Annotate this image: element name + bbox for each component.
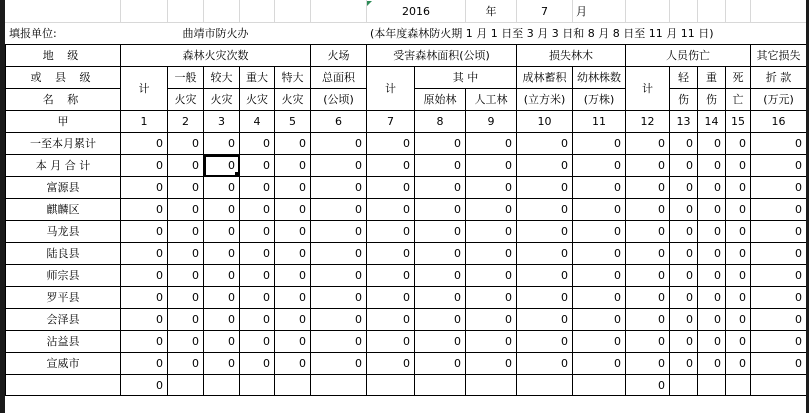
value-cell[interactable]: 0 (367, 177, 415, 199)
value-cell[interactable]: 0 (311, 353, 367, 375)
value-cell[interactable]: 0 (670, 353, 698, 375)
column-number: 1 (121, 111, 168, 133)
value-cell[interactable]: 0 (670, 133, 698, 155)
value-cell[interactable]: 0 (168, 155, 204, 177)
value-cell[interactable]: 0 (517, 287, 573, 309)
value-cell[interactable]: 0 (415, 331, 466, 353)
cell[interactable] (204, 1, 240, 23)
value-cell[interactable]: 0 (415, 177, 466, 199)
region-name[interactable]: 罗平县 (6, 287, 121, 309)
region-name[interactable]: 陆良县 (6, 243, 121, 265)
other-loss-header-line-1: 其它损失 (751, 45, 807, 67)
value-cell[interactable]: 0 (698, 309, 726, 331)
value-cell[interactable]: 0 (367, 331, 415, 353)
value-cell[interactable]: 0 (275, 221, 311, 243)
column-number: 3 (204, 111, 240, 133)
extra-fire-header-1: 特大 (275, 67, 311, 89)
minor-injury-header-1: 轻 (670, 67, 698, 89)
value-cell[interactable]: 0 (168, 133, 204, 155)
cell[interactable] (275, 375, 311, 396)
column-number: 12 (626, 111, 670, 133)
value-cell[interactable]: 0 (168, 221, 204, 243)
value-cell[interactable]: 0 (367, 309, 415, 331)
value-cell[interactable]: 0 (240, 155, 275, 177)
value-cell[interactable]: 0 (573, 309, 626, 331)
value-cell[interactable]: 0 (415, 309, 466, 331)
value-cell[interactable]: 0 (670, 265, 698, 287)
value-cell[interactable]: 0 (670, 155, 698, 177)
region-name[interactable]: 沾益县 (6, 331, 121, 353)
column-number: 16 (751, 111, 807, 133)
cell[interactable] (751, 1, 807, 23)
value-cell[interactable]: 0 (367, 155, 415, 177)
general-fire-header-2: 火灾 (168, 89, 204, 111)
value-cell[interactable]: 0 (517, 221, 573, 243)
value-cell[interactable]: 0 (311, 331, 367, 353)
column-number: 8 (415, 111, 466, 133)
forest-fire-report-table (5, 0, 807, 396)
column-number: 14 (698, 111, 726, 133)
footer-value-col12[interactable]: 0 (626, 375, 670, 396)
unit-row (6, 23, 807, 45)
general-fire-header-1: 一般 (168, 67, 204, 89)
fire-area-header-line-3: (公顷) (311, 89, 367, 111)
value-cell[interactable]: 0 (168, 287, 204, 309)
value-cell[interactable]: 0 (121, 243, 168, 265)
value-cell[interactable]: 0 (726, 177, 751, 199)
value-cell[interactable]: 0 (121, 353, 168, 375)
casualty-total-header: 计 (626, 67, 670, 111)
value-cell[interactable]: 0 (517, 353, 573, 375)
value-cell[interactable]: 0 (698, 265, 726, 287)
value-cell[interactable]: 0 (121, 133, 168, 155)
value-cell[interactable]: 0 (751, 265, 807, 287)
cell[interactable] (6, 1, 121, 23)
region-name[interactable]: 马龙县 (6, 221, 121, 243)
cell[interactable] (311, 375, 367, 396)
value-cell[interactable]: 0 (415, 155, 466, 177)
value-cell[interactable]: 0 (415, 287, 466, 309)
lost-trees-group-header: 损失林木 (517, 45, 626, 67)
saplings-header-1: 幼林株数 (573, 67, 626, 89)
value-cell[interactable]: 0 (573, 155, 626, 177)
value-cell[interactable]: 0 (698, 287, 726, 309)
fire-total-header: 计 (121, 67, 168, 111)
value-cell[interactable]: 0 (415, 199, 466, 221)
cell[interactable] (751, 375, 807, 396)
value-cell[interactable]: 0 (275, 287, 311, 309)
value-cell[interactable]: 0 (367, 243, 415, 265)
value-cell[interactable]: 0 (670, 331, 698, 353)
value-cell[interactable]: 0 (204, 221, 240, 243)
month-label: 月 (573, 1, 626, 23)
value-cell[interactable]: 0 (168, 331, 204, 353)
major-fire-header-2: 火灾 (240, 89, 275, 111)
value-cell[interactable]: 0 (311, 265, 367, 287)
cell[interactable] (698, 375, 726, 396)
larger-fire-header-2: 火灾 (204, 89, 240, 111)
value-cell[interactable]: 0 (726, 243, 751, 265)
value-cell[interactable]: 0 (698, 177, 726, 199)
value-cell[interactable]: 0 (204, 177, 240, 199)
value-cell[interactable]: 0 (626, 265, 670, 287)
value-cell[interactable]: 0 (121, 265, 168, 287)
value-cell[interactable]: 0 (367, 221, 415, 243)
value-cell[interactable]: 0 (415, 353, 466, 375)
death-header-2: 亡 (726, 89, 751, 111)
value-cell[interactable]: 0 (240, 221, 275, 243)
value-cell[interactable]: 0 (517, 243, 573, 265)
column-number: 13 (670, 111, 698, 133)
value-cell[interactable]: 0 (121, 331, 168, 353)
value-cell[interactable]: 0 (698, 133, 726, 155)
table-row (6, 221, 807, 243)
value-cell[interactable]: 0 (726, 331, 751, 353)
value-cell[interactable]: 0 (626, 331, 670, 353)
cell[interactable] (466, 375, 517, 396)
value-cell[interactable]: 0 (573, 199, 626, 221)
cell[interactable] (726, 375, 751, 396)
value-cell[interactable]: 0 (466, 287, 517, 309)
value-cell[interactable]: 0 (466, 177, 517, 199)
table-row (6, 177, 807, 199)
value-cell[interactable]: 0 (466, 265, 517, 287)
value-cell[interactable]: 0 (240, 353, 275, 375)
value-cell[interactable]: 0 (204, 353, 240, 375)
value-cell[interactable]: 0 (121, 155, 168, 177)
cell[interactable] (168, 1, 204, 23)
header-row-2 (6, 67, 807, 89)
value-cell[interactable]: 0 (698, 221, 726, 243)
value-cell[interactable]: 0 (240, 177, 275, 199)
value-cell[interactable]: 0 (626, 287, 670, 309)
cell[interactable] (698, 1, 726, 23)
larger-fire-header-1: 较大 (204, 67, 240, 89)
planted-forest-header: 人工林 (466, 89, 517, 111)
value-cell[interactable]: 0 (121, 199, 168, 221)
table-row (6, 199, 807, 221)
value-cell[interactable]: 0 (751, 221, 807, 243)
fire-area-header-line-2: 总面积 (311, 67, 367, 89)
value-cell[interactable]: 0 (367, 199, 415, 221)
value-cell[interactable]: 0 (751, 199, 807, 221)
value-cell[interactable]: 0 (698, 353, 726, 375)
table-row (6, 353, 807, 375)
value-cell[interactable]: 0 (573, 331, 626, 353)
value-cell[interactable]: 0 (517, 309, 573, 331)
value-cell[interactable]: 0 (311, 309, 367, 331)
value-cell[interactable]: 0 (415, 221, 466, 243)
cell[interactable] (726, 1, 751, 23)
value-cell[interactable]: 0 (311, 287, 367, 309)
title-row (6, 1, 807, 23)
column-number-row (6, 111, 807, 133)
value-cell[interactable]: 0 (275, 155, 311, 177)
value-cell[interactable]: 0 (311, 133, 367, 155)
value-cell[interactable]: 0 (670, 243, 698, 265)
column-number: 10 (517, 111, 573, 133)
saplings-header-2: (万株) (573, 89, 626, 111)
cell[interactable] (121, 1, 168, 23)
region-header-line-2: 或 县 级 (6, 67, 121, 89)
cell[interactable] (204, 375, 240, 396)
value-cell[interactable]: 0 (751, 133, 807, 155)
value-cell[interactable]: 0 (626, 199, 670, 221)
region-name[interactable]: 师宗县 (6, 265, 121, 287)
header-row-1 (6, 45, 807, 67)
value-cell[interactable]: 0 (466, 331, 517, 353)
region-name[interactable]: 麒麟区 (6, 199, 121, 221)
column-number: 11 (573, 111, 626, 133)
fire-count-group-header: 森林火灾次数 (121, 45, 311, 67)
table-row (6, 287, 807, 309)
value-cell[interactable]: 0 (751, 309, 807, 331)
footer-row (6, 375, 807, 396)
value-cell[interactable]: 0 (726, 309, 751, 331)
value-cell[interactable]: 0 (275, 353, 311, 375)
value-cell[interactable]: 0 (275, 133, 311, 155)
value-cell[interactable]: 0 (698, 199, 726, 221)
value-cell[interactable]: 0 (311, 243, 367, 265)
footer-value-col1[interactable]: 0 (121, 375, 168, 396)
table-row (6, 133, 807, 155)
cell[interactable] (367, 375, 415, 396)
value-cell[interactable]: 0 (626, 133, 670, 155)
value-cell[interactable]: 0 (466, 353, 517, 375)
value-cell[interactable]: 0 (121, 287, 168, 309)
month-cell[interactable]: 7 (517, 1, 573, 23)
value-cell[interactable]: 0 (573, 133, 626, 155)
value-cell[interactable]: 0 (466, 199, 517, 221)
value-cell[interactable]: 0 (626, 353, 670, 375)
primary-forest-header: 原始林 (415, 89, 466, 111)
value-cell[interactable]: 0 (751, 243, 807, 265)
value-cell[interactable]: 0 (698, 155, 726, 177)
cell[interactable] (240, 375, 275, 396)
value-cell[interactable]: 0 (311, 155, 367, 177)
region-header-code: 甲 (6, 111, 121, 133)
value-cell[interactable]: 0 (517, 177, 573, 199)
value-cell[interactable]: 0 (517, 265, 573, 287)
value-cell[interactable]: 0 (367, 287, 415, 309)
value-cell[interactable]: 0 (726, 199, 751, 221)
value-cell[interactable]: 0 (726, 155, 751, 177)
column-number: 7 (367, 111, 415, 133)
damaged-area-group-header: 受害森林面积(公顷) (367, 45, 517, 67)
value-cell[interactable]: 0 (698, 331, 726, 353)
unit-label: 填报单位: (6, 23, 121, 45)
damaged-total-header: 计 (367, 67, 415, 111)
extra-fire-header-2: 火灾 (275, 89, 311, 111)
value-cell[interactable]: 0 (415, 265, 466, 287)
value-cell[interactable]: 0 (240, 265, 275, 287)
value-cell[interactable]: 0 (517, 331, 573, 353)
major-fire-header-1: 重大 (240, 67, 275, 89)
value-cell[interactable]: 0 (240, 243, 275, 265)
value-cell[interactable]: 0 (415, 133, 466, 155)
value-cell[interactable]: 0 (204, 309, 240, 331)
value-cell[interactable]: 0 (573, 177, 626, 199)
value-cell[interactable]: 0 (168, 265, 204, 287)
value-cell[interactable]: 0 (726, 287, 751, 309)
value-cell[interactable]: 0 (466, 243, 517, 265)
value-cell[interactable]: 0 (240, 199, 275, 221)
table-row (6, 331, 807, 353)
value-cell[interactable]: 0 (311, 199, 367, 221)
serious-injury-header-2: 伤 (698, 89, 726, 111)
year-label: 年 (466, 1, 517, 23)
cell[interactable] (670, 1, 698, 23)
value-cell[interactable]: 0 (275, 177, 311, 199)
value-cell[interactable]: 0 (670, 309, 698, 331)
value-cell[interactable]: 0 (275, 309, 311, 331)
table-row (6, 309, 807, 331)
value-cell[interactable]: 0 (204, 199, 240, 221)
region-header-line-3: 名 称 (6, 89, 121, 111)
table-row (6, 243, 807, 265)
value-cell[interactable]: 0 (751, 155, 807, 177)
value-cell[interactable]: 0 (204, 287, 240, 309)
fire-area-header-line-1: 火场 (311, 45, 367, 67)
value-cell[interactable]: 0 (626, 309, 670, 331)
cell[interactable] (311, 23, 367, 45)
value-cell[interactable]: 0 (240, 331, 275, 353)
column-number: 6 (311, 111, 367, 133)
value-cell[interactable]: 0 (466, 133, 517, 155)
data-rows (6, 133, 807, 375)
timber-header-2: (立方米) (517, 89, 573, 111)
value-cell[interactable]: 0 (204, 265, 240, 287)
value-cell[interactable]: 0 (626, 221, 670, 243)
of-which-header: 其 中 (415, 67, 517, 89)
value-cell[interactable]: 0 (726, 353, 751, 375)
region-header-line-1: 地 级 (6, 45, 121, 67)
value-cell[interactable]: 0 (311, 177, 367, 199)
region-name[interactable]: 会泽县 (6, 309, 121, 331)
value-cell[interactable]: 0 (204, 331, 240, 353)
unit-name[interactable]: 曲靖市防火办 (121, 23, 311, 45)
value-cell[interactable]: 0 (275, 199, 311, 221)
period-note: (本年度森林防火期 1 月 1 日至 3 月 3 日和 8 月 8 日至 11 月 11 日) (367, 23, 807, 45)
cell[interactable] (6, 375, 121, 396)
cell[interactable] (415, 375, 466, 396)
cell[interactable] (517, 375, 573, 396)
value-cell[interactable]: 0 (726, 133, 751, 155)
value-cell[interactable]: 0 (670, 199, 698, 221)
value-cell[interactable]: 0 (275, 265, 311, 287)
column-number: 5 (275, 111, 311, 133)
value-cell[interactable]: 0 (367, 353, 415, 375)
region-name[interactable]: 宣威市 (6, 353, 121, 375)
value-cell[interactable]: 0 (275, 331, 311, 353)
column-number: 2 (168, 111, 204, 133)
value-cell[interactable]: 0 (275, 243, 311, 265)
value-cell[interactable]: 0 (240, 133, 275, 155)
other-loss-header-line-2: 折 款 (751, 67, 807, 89)
cell[interactable] (626, 1, 670, 23)
serious-injury-header-1: 重 (698, 67, 726, 89)
value-cell[interactable]: 0 (311, 221, 367, 243)
value-cell[interactable]: 0 (573, 353, 626, 375)
value-cell[interactable]: 0 (240, 287, 275, 309)
cell[interactable] (311, 1, 367, 23)
value-cell[interactable]: 0 (168, 309, 204, 331)
value-cell[interactable]: 0 (670, 287, 698, 309)
value-cell[interactable]: 0 (751, 331, 807, 353)
year-cell[interactable]: 2016 (367, 1, 466, 23)
value-cell[interactable]: 0 (573, 221, 626, 243)
value-cell[interactable]: 0 (573, 287, 626, 309)
cell[interactable] (275, 1, 311, 23)
table-row (6, 155, 807, 177)
value-cell[interactable]: 0 (726, 265, 751, 287)
value-cell[interactable]: 0 (204, 243, 240, 265)
other-loss-header-line-3: (万元) (751, 89, 807, 111)
timber-header-1: 成林蓄积 (517, 67, 573, 89)
table-row (6, 265, 807, 287)
value-cell[interactable]: 0 (517, 155, 573, 177)
value-cell[interactable]: 0 (168, 199, 204, 221)
value-cell[interactable]: 0 (168, 353, 204, 375)
value-cell[interactable]: 0 (168, 177, 204, 199)
value-cell[interactable]: 0 (573, 265, 626, 287)
value-cell[interactable]: 0 (121, 221, 168, 243)
cell[interactable] (168, 375, 204, 396)
death-header-1: 死 (726, 67, 751, 89)
value-cell[interactable]: 0 (670, 177, 698, 199)
value-cell[interactable]: 0 (517, 199, 573, 221)
value-cell[interactable]: 0 (121, 309, 168, 331)
value-cell[interactable]: 0 (367, 265, 415, 287)
value-cell[interactable]: 0 (573, 243, 626, 265)
value-cell[interactable]: 0 (466, 309, 517, 331)
value-cell[interactable]: 0 (698, 243, 726, 265)
value-cell[interactable]: 0 (204, 133, 240, 155)
value-cell[interactable]: 0 (726, 221, 751, 243)
value-cell[interactable]: 0 (240, 309, 275, 331)
column-number: 15 (726, 111, 751, 133)
value-cell[interactable]: 0 (415, 243, 466, 265)
value-cell[interactable]: 0 (466, 155, 517, 177)
value-cell[interactable]: 0 (168, 243, 204, 265)
value-cell[interactable]: 0 (626, 177, 670, 199)
value-cell[interactable]: 0 (751, 287, 807, 309)
value-cell[interactable]: 0 (121, 177, 168, 199)
cell[interactable] (240, 1, 275, 23)
cell[interactable] (573, 375, 626, 396)
value-cell[interactable]: 0 (367, 133, 415, 155)
column-number: 9 (466, 111, 517, 133)
value-cell[interactable]: 0 (517, 133, 573, 155)
value-cell[interactable]: 0 (466, 221, 517, 243)
value-cell[interactable]: 0 (751, 353, 807, 375)
value-cell[interactable]: 0 (626, 155, 670, 177)
region-name[interactable]: 本 月 合 计 (6, 155, 121, 177)
value-cell[interactable]: 0 (204, 155, 240, 177)
value-cell[interactable]: 0 (626, 243, 670, 265)
cell[interactable] (670, 375, 698, 396)
column-number: 4 (240, 111, 275, 133)
region-name[interactable]: 一至本月累计 (6, 133, 121, 155)
minor-injury-header-2: 伤 (670, 89, 698, 111)
value-cell[interactable]: 0 (670, 221, 698, 243)
casualty-group-header: 人员伤亡 (626, 45, 751, 67)
region-name[interactable]: 富源县 (6, 177, 121, 199)
value-cell[interactable]: 0 (751, 177, 807, 199)
